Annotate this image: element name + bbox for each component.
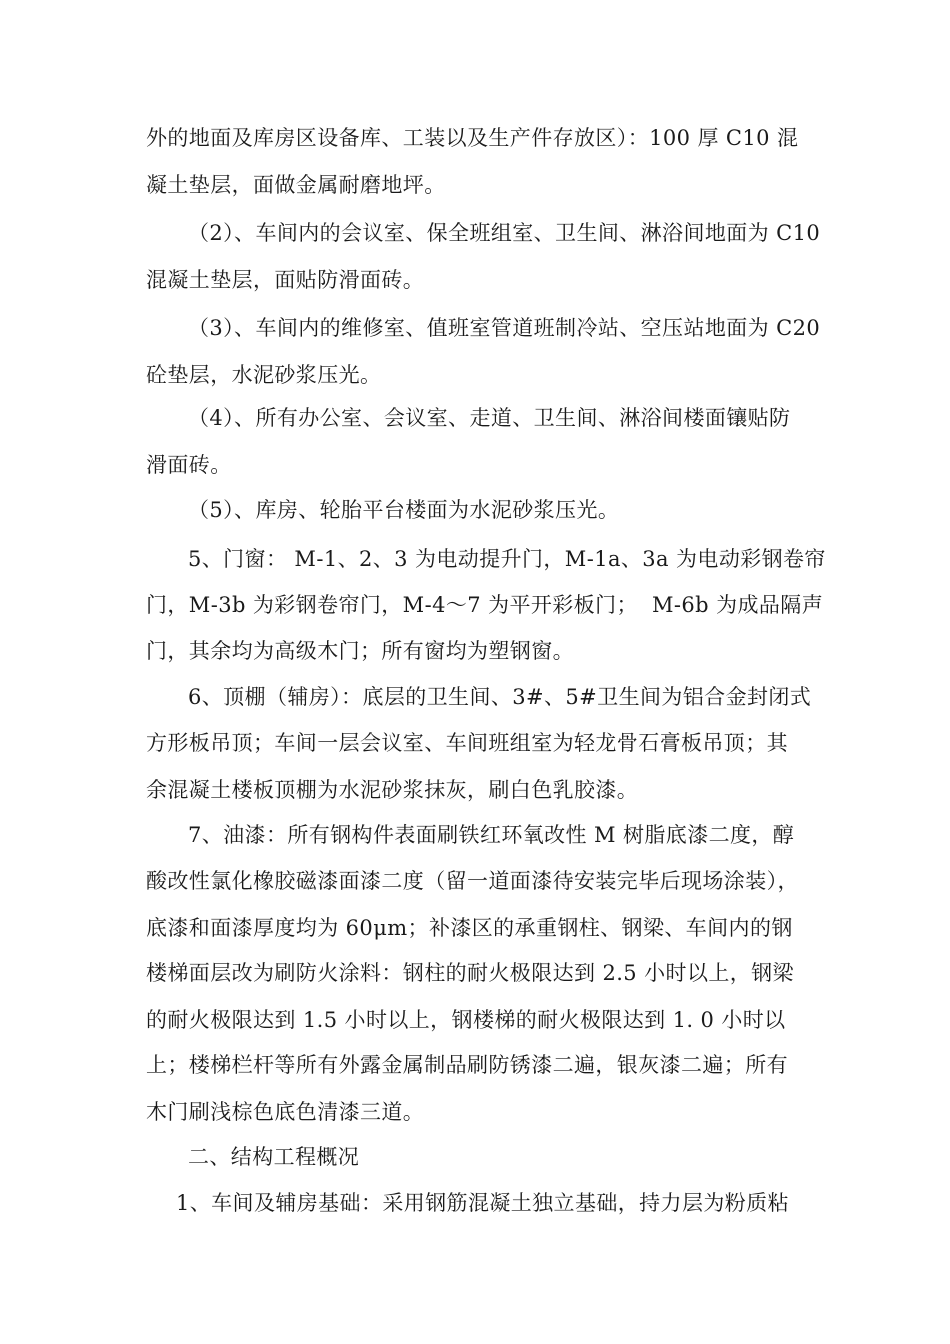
text-line: （2）、车间内的会议室、保全班组室、卫生间、淋浴间地面为 C10: [188, 221, 821, 245]
text-line: 混凝土垫层，面贴防滑面砖。: [146, 268, 425, 292]
text-line: 6、顶棚（辅房）：底层的卫生间、3#、5#卫生间为铝合金封闭式: [188, 685, 812, 709]
text-line: 上；楼梯栏杆等所有外露金属制品刷防锈漆二遍，银灰漆二遍；所有: [146, 1053, 788, 1077]
text-line: 凝土垫层，面做金属耐磨地坪。: [146, 173, 446, 197]
text-line: 的耐火极限达到 1.5 小时以上，钢楼梯的耐火极限达到 1. 0 小时以: [146, 1008, 786, 1032]
text-line: 砼垫层，水泥砂浆压光。: [146, 363, 382, 387]
text-line: 余混凝土楼板顶棚为水泥砂浆抹灰，刷白色乳胶漆。: [146, 778, 639, 802]
text-line: 楼梯面层改为刷防火涂料：钢柱的耐火极限达到 2.5 小时以上，钢梁: [146, 961, 794, 985]
section-heading: 二、结构工程概况: [188, 1145, 360, 1169]
text-line: 门，其余均为高级木门；所有窗均为塑钢窗。: [146, 639, 574, 663]
text-line: 7、油漆：所有钢构件表面刷铁红环氧改性 M 树脂底漆二度，醇: [188, 823, 795, 847]
text-line: 门，M-3b 为彩钢卷帘门，M-4～7 为平开彩板门； M-6b 为成品隔声: [146, 593, 824, 617]
text-line: （4）、所有办公室、会议室、走道、卫生间、淋浴间楼面镶贴防: [188, 406, 791, 430]
text-line: 滑面砖。: [146, 453, 232, 477]
text-line: 5、门窗： M-1、2、3 为电动提升门，M-1a、3a 为电动彩钢卷帘: [188, 547, 826, 571]
text-line: 底漆和面漆厚度均为 60μm；补漆区的承重钢柱、钢梁、车间内的钢: [146, 916, 793, 940]
text-line: 方形板吊顶；车间一层会议室、车间班组室为轻龙骨石膏板吊顶；其: [146, 731, 788, 755]
text-line: 酸改性氯化橡胶磁漆面漆二度（留一道面漆待安装完毕后现场涂装），: [146, 869, 799, 893]
text-line: 1、车间及辅房基础：采用钢筋混凝土独立基础，持力层为粉质粘: [176, 1191, 789, 1215]
text-line: 外的地面及库房区设备库、工装以及生产件存放区）：100 厚 C10 混: [146, 126, 799, 150]
text-line: （3）、车间内的维修室、值班室管道班制冷站、空压站地面为 C20: [188, 316, 821, 340]
text-line: 木门刷浅棕色底色清漆三道。: [146, 1100, 425, 1124]
text-line: （5）、库房、轮胎平台楼面为水泥砂浆压光。: [188, 498, 620, 522]
